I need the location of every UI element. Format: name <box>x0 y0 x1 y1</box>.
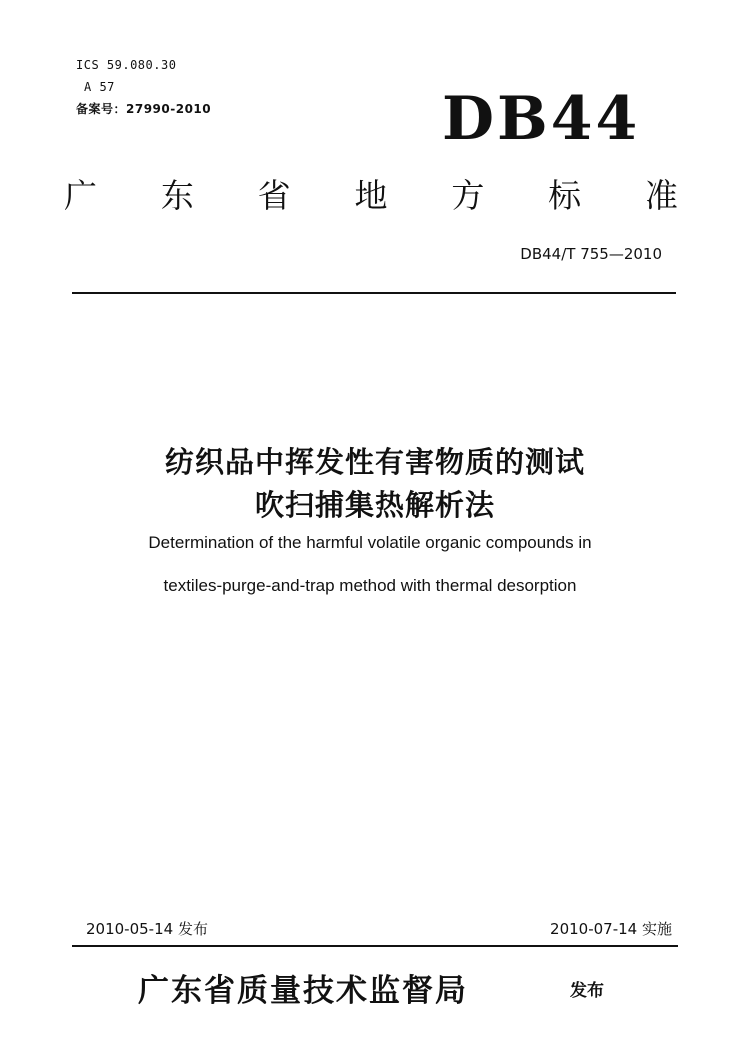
chinese-title-line-2: 吹扫捕集热解析法 <box>254 488 495 522</box>
standard-code: DB44/T 755—2010 <box>520 245 662 263</box>
implementation-date: 2010-07-14 实施 <box>550 920 672 938</box>
chinese-title-line-1: 纺织品中挥发性有害物质的测试 <box>164 445 585 479</box>
english-title-line-1: Determination of the harmful volatile organic compounds in <box>148 533 592 552</box>
standard-type-char: 地 <box>354 176 388 215</box>
standard-type-char: 省 <box>257 176 291 215</box>
standard-type-char: 标 <box>548 176 582 215</box>
record-number: 备案号：27990-2010 <box>76 102 212 116</box>
issue-date: 2010-05-14 发布 <box>86 920 208 938</box>
db44-logo: DB44 <box>442 84 641 154</box>
issuing-authority: 广东省质量技术监督局 <box>138 973 468 1009</box>
issuer-suffix: 发布 <box>570 981 604 1001</box>
standard-type-char: 东 <box>160 176 194 215</box>
classification-code: A 57 <box>84 80 115 94</box>
standard-type-heading <box>64 170 678 217</box>
top-divider <box>72 292 676 294</box>
standard-type-char: 方 <box>451 176 485 215</box>
english-title-line-2: textiles-purge-and-trap method with thermal desorption <box>163 576 577 595</box>
standard-type-char: 广 <box>64 176 97 215</box>
standard-type-char: 准 <box>644 176 678 215</box>
bottom-divider <box>72 945 678 947</box>
ics-code: ICS 59.080.30 <box>76 58 177 72</box>
